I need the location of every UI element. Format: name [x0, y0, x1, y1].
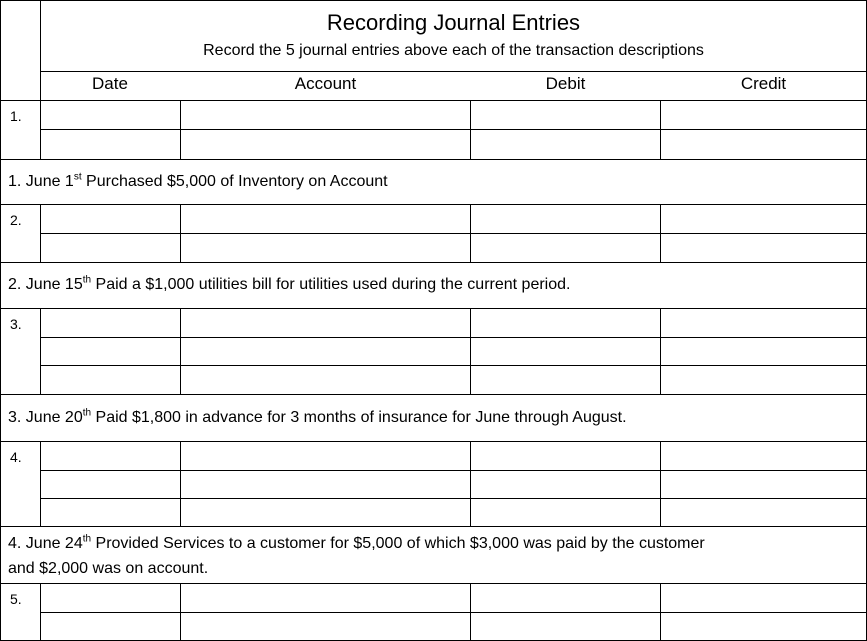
- entry-number-3: 3.: [10, 316, 22, 332]
- entry-number-1: 1.: [10, 108, 22, 124]
- entry-3-debit-divider: [660, 308, 661, 395]
- transaction-3-description: 3. June 20th Paid $1,800 in advance for 3 months of insurance for June through August.: [8, 407, 627, 426]
- transaction-4-description: 4. June 24th Provided Services to a customer for $5,000 of which $3,000 was paid by the customer: [8, 533, 705, 552]
- column-header-account: Account: [294, 74, 357, 93]
- column-header-debit: Debit: [545, 74, 586, 93]
- entry-4-row-rule-1: [40, 470, 867, 471]
- entry-1-bottom-rule: [0, 159, 867, 160]
- transaction-4-description-line2: and $2,000 was on account.: [8, 560, 209, 577]
- entry-1-row-rule: [40, 129, 867, 130]
- entry-1-date-divider: [180, 100, 181, 160]
- entry-1-debit-divider: [660, 100, 661, 160]
- entry-3-account-divider: [470, 308, 471, 395]
- entry-4-date-divider: [180, 441, 181, 527]
- entry-number-4: 4.: [10, 449, 22, 465]
- entry-3-bottom-rule: [0, 394, 867, 395]
- column-header-date: Date: [92, 74, 128, 93]
- entry-4-bottom-rule: [0, 526, 867, 527]
- header-bottom-rule: [0, 100, 867, 101]
- transaction-3-bottom-rule: [0, 441, 867, 442]
- transaction-1-bottom-rule: [0, 204, 867, 205]
- transaction-4-bottom-rule: [0, 583, 867, 584]
- transaction-2-bottom-rule: [0, 308, 867, 309]
- entry-2-bottom-rule: [0, 262, 867, 263]
- border-top: [0, 0, 867, 1]
- entry-5-row-rule: [40, 612, 867, 613]
- transaction-1-description: 1. June 1st Purchased $5,000 of Inventory on Account: [8, 171, 388, 190]
- entry-3-date-divider: [180, 308, 181, 395]
- column-header-credit: Credit: [740, 74, 787, 93]
- entry-3-row-rule-1: [40, 337, 867, 338]
- page-subtitle: Record the 5 journal entries above each of the transaction descriptions: [203, 42, 704, 59]
- entry-4-row-rule-2: [40, 498, 867, 499]
- transaction-2-description: 2. June 15th Paid a $1,000 utilities bill for utilities used during the current period.: [8, 274, 571, 293]
- entry-4-account-divider: [470, 441, 471, 527]
- entry-number-5: 5.: [10, 591, 22, 607]
- entry-3-margin-line: [40, 308, 41, 395]
- entry-4-margin-line: [40, 441, 41, 527]
- column-header-rule: [40, 71, 867, 72]
- border-left: [0, 0, 1, 641]
- entry-3-row-rule-2: [40, 365, 867, 366]
- entry-1-account-divider: [470, 100, 471, 160]
- page-title: Recording Journal Entries: [326, 10, 581, 35]
- entry-1-margin-line: [40, 100, 41, 160]
- entry-4-debit-divider: [660, 441, 661, 527]
- entry-number-2: 2.: [10, 212, 22, 228]
- entry-2-row-rule: [40, 233, 867, 234]
